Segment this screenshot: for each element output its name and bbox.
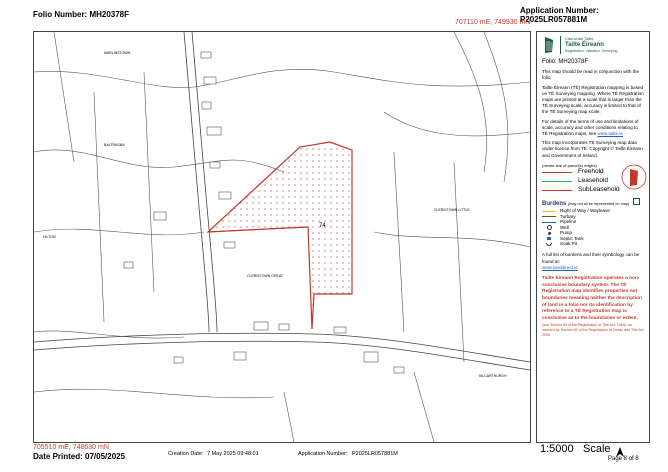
seal-icon (621, 162, 647, 194)
folio-value: MH20378F (558, 59, 589, 66)
place-label: BALTRASNA (104, 143, 125, 147)
burden-label: Septic Tank (560, 235, 584, 241)
tailte-link[interactable]: www.tailte.ie (597, 130, 623, 136)
leasehold-line (542, 181, 572, 182)
burden-label: Pipeline (560, 219, 577, 225)
top-right-coordinates: 707110 mE, 749930 mN (455, 19, 531, 26)
leasehold-label: Leasehold (578, 177, 608, 185)
burdens-note: (may not all be represented on map) (568, 202, 630, 207)
intro-2: Tailte Éireann (TÉ) Registration mapping is based on TÉ Surveying mapping. Where TÉ Registration maps are printed at a scale that is larger than the TÉ Surveying scale, accuracy is limited to that of the TÉ Surveying map scale. (542, 84, 644, 115)
creation-date-value: 7 May 2025 09:48:01 (207, 451, 259, 457)
date-printed: Date Printed: 07/05/2025 (33, 452, 126, 461)
harp-logo (542, 36, 556, 54)
map-canvas (34, 32, 530, 442)
freehold-label: Freehold (578, 168, 604, 176)
right-of-way-symbol (542, 211, 556, 212)
agency-name: Tailte Éireann (565, 42, 604, 49)
application-number-header: Application Number: P2025LR057881M (520, 6, 599, 24)
page-indicator: Page 8 of 8 (608, 456, 639, 462)
agency-subtitle: Registration, Valuation, Surveying (565, 49, 618, 54)
edging-note: (centre-line of parcel(s) edged) (542, 162, 597, 168)
soak-pit-icon (546, 243, 552, 246)
landdirect-link[interactable]: www.landdirect.ie (542, 264, 578, 270)
parcel-number: 74 (319, 223, 326, 229)
pipeline-symbol (542, 222, 556, 223)
scale-word: Scale (583, 443, 611, 455)
legend-panel (536, 31, 650, 443)
pump-icon (548, 232, 551, 235)
burdens-title: Burdens (542, 201, 567, 208)
intro-4: This map incorporates TÉ Surveying map data under licence from TÉ. Copyright © Tailte Éireann and Government of Ireland. (542, 140, 643, 158)
burden-label: Well (560, 224, 569, 230)
well-icon (547, 225, 552, 230)
burden-label: Pump (560, 230, 573, 236)
creation-date-label: Creation Date: (168, 451, 204, 457)
footer-application-label: Application Number: (298, 451, 348, 457)
checkbox-icon (633, 198, 640, 205)
freehold-parcel (208, 142, 352, 329)
burden-label: Turbary (560, 213, 576, 219)
intro-3: For details of the terms of use and limitations of scale, accuracy and other conditions relating to TÉ Registration maps, see (542, 118, 639, 136)
intro-1: This map should be read in conjunction with the folio. (542, 69, 640, 81)
folio-label: Folio: (542, 59, 557, 66)
place-label: MARLINSTOWN (104, 51, 131, 55)
subleasehold-line (542, 190, 572, 191)
freehold-line (542, 172, 572, 173)
place-label: KILCARTHURGH (479, 374, 507, 378)
burden-label: Right of Way / Wayleave (560, 207, 610, 213)
footer-application-value: P2025LR057881M (352, 451, 398, 457)
burden-label: Soak Pit (560, 241, 578, 247)
subleasehold-label: SubLeasehold (578, 186, 620, 194)
agency-name-irish: Clárúchán Tailte (565, 36, 594, 41)
full-list-text: A full list of burdens and their symbology can be found at: (542, 252, 640, 264)
burden-row (542, 242, 644, 248)
folio-number-header: Folio Number: MH20378F (33, 10, 130, 19)
field-boundaries (34, 32, 530, 442)
map-frame[interactable] (33, 31, 531, 443)
place-label: CLERISTOWN GREAT (247, 274, 284, 278)
burdens-list (537, 208, 649, 247)
place-label: HILTON (43, 235, 56, 239)
place-label: CLERISTOWN LITTLE (434, 208, 470, 212)
warning-small: (see Section 85 of the Registration of Title Act, 1964). As inserted by Section 62 of the Registration of Deeds and Title Act 2006. (542, 322, 644, 337)
bottom-left-coordinates: 705510 mE, 748630 mN (33, 444, 109, 451)
warning-text: Tailte Éireann Registration operates a non-conclusive boundary system. The TÉ Registration map identifies properties not boundaries meaning neither the description of land in a folio nor its identification by reference to a TÉ Registration map is conclusive as to the boundaries or extent. (542, 275, 642, 322)
turbary-symbol (542, 216, 556, 217)
scale-value: 1:5000 (540, 443, 574, 455)
septic-tank-icon (547, 237, 551, 240)
